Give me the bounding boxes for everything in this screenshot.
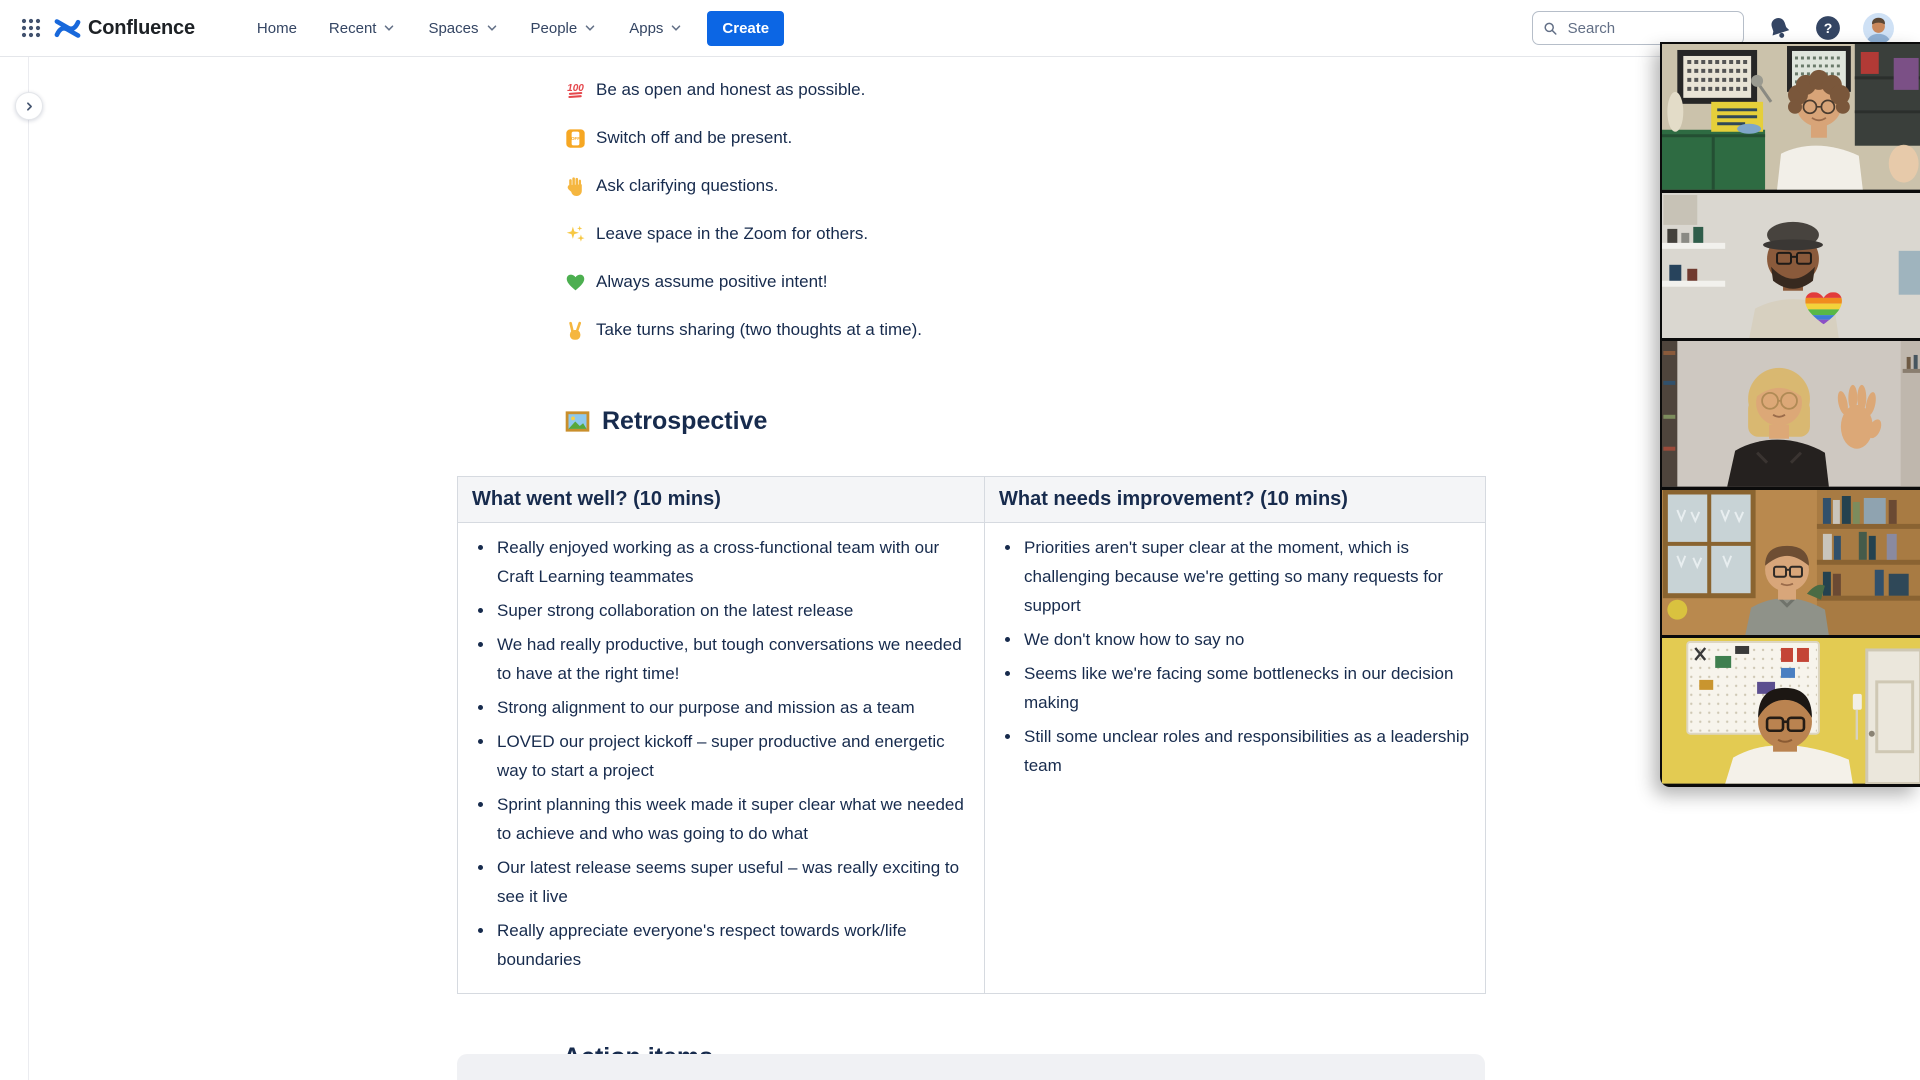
hundred-points-icon [565,80,586,101]
confluence-logo[interactable] [54,15,195,42]
needs-improvement-cell [985,523,1486,994]
help-icon [1815,15,1841,41]
svg-text:100: 100 [567,82,584,94]
guideline-item [565,270,922,294]
video-tile-participant-3[interactable] [1662,341,1920,487]
nav-item-label: Apps [629,19,664,37]
app-switcher-icon[interactable] [14,11,48,45]
went-well-item: • Super strong collaboration on the latest release [495,596,970,625]
notifications-button[interactable] [1766,15,1793,42]
search-icon [1543,20,1558,37]
brand-name: Confluence [88,16,195,39]
grid-icon [21,18,41,38]
nav-item-label: People [530,19,578,37]
went-well-item: • Strong alignment to our purpose and mission as a team [495,693,970,722]
guideline-item [565,126,922,150]
expand-sidebar-button[interactable] [15,92,43,120]
guideline-text: Leave space in the Zoom for others. [596,224,869,243]
nav-item-people[interactable] [521,13,608,44]
nav-item-home[interactable] [247,13,307,44]
retrospective-heading [564,407,767,436]
went-well-item: • Sprint planning this week made it super clear what we needed to achieve and who was going to do what [495,790,970,848]
nav-right-group [1532,11,1920,45]
needs-improvement-item: • Still some unclear roles and responsibilities as a leadership team [1022,722,1471,780]
chevron-right-icon [23,100,36,113]
guideline-item [565,174,922,198]
video-tile-participant-4[interactable] [1662,490,1920,636]
nav-item-label: Home [256,19,297,37]
avatar-icon [1863,13,1894,44]
went-well-item: • We had really productive, but tough conversations we needed to have at the right time! [495,630,970,688]
chevron-down-icon [485,21,499,35]
guideline-text: Switch off and be present. [596,128,793,147]
guideline-item [565,78,922,102]
nav-item-spaces[interactable] [418,13,508,44]
participant-5-video [1662,638,1920,784]
needs-improvement-item: • Seems like we're facing some bottlenecks in our decision making [1022,659,1471,717]
needs-improvement-item: • Priorities aren't super clear at the moment, which is challenging because we're getting so many requests for support [1022,533,1471,620]
needs-improvement-header: What needs improvement? (10 mins) [985,477,1486,523]
svg-text:?: ? [1823,19,1833,36]
green-heart-icon [565,272,586,293]
raised-hand-icon [565,176,586,197]
video-call-panel [1660,42,1920,787]
needs-improvement-item: • We don't know how to say no [1022,625,1471,654]
search-box[interactable] [1532,11,1744,45]
help-button[interactable] [1815,15,1841,41]
chevron-down-icon [583,21,597,35]
participant-2-video [1662,193,1920,339]
mobile-phone-off-icon [565,128,586,149]
guideline-text: Take turns sharing (two thoughts at a time). [596,320,922,339]
bell-icon [1766,15,1793,42]
guideline-text: Ask clarifying questions. [596,176,779,195]
profile-avatar[interactable] [1863,13,1894,44]
went-well-item: • LOVED our project kickoff – super productive and energetic way to start a project [495,727,970,785]
victory-hand-icon [565,320,586,341]
participant-4-video [1662,490,1920,636]
video-tile-participant-1[interactable] [1662,44,1920,190]
needs-improvement-list [997,533,1471,780]
chevron-down-icon [669,21,683,35]
main-menu [247,13,694,44]
nav-item-label: Spaces [428,19,479,37]
participant-3-video [1662,341,1920,487]
confluence-logo-icon [54,15,81,42]
guideline-text: Be as open and honest as possible. [596,80,866,99]
went-well-list [470,533,970,974]
video-tile-participant-2[interactable] [1662,193,1920,339]
framed-picture-icon [564,408,591,435]
retrospective-heading-text: Retrospective [602,406,768,435]
collapsed-sidebar-rail [0,56,29,1080]
guideline-text: Always assume positive intent! [596,272,828,291]
guideline-item [565,222,922,246]
nav-item-label: Recent [328,19,377,37]
went-well-item: • Our latest release seems super useful – was really exciting to see it live [495,853,970,911]
went-well-item: • Really enjoyed working as a cross-functional team with our Craft Learning teammates [495,533,970,591]
retrospective-table [457,476,1486,994]
went-well-cell [458,523,985,994]
action-items-panel-top [457,1054,1485,1080]
nav-item-apps[interactable] [619,13,693,44]
participant-1-video [1662,44,1920,190]
went-well-item: • Really appreciate everyone's respect towards work/life boundaries [495,916,970,974]
sparkles-icon [565,224,586,245]
search-input[interactable] [1566,19,1733,38]
chevron-down-icon [382,21,396,35]
top-navigation [0,0,1920,57]
guideline-item [565,318,922,342]
create-button[interactable]: Create [707,11,784,46]
video-tile-participant-5[interactable] [1662,638,1920,784]
meeting-guidelines-list [565,78,922,342]
went-well-header: What went well? (10 mins) [458,477,985,523]
svg-text:OFF: OFF [571,135,580,141]
nav-item-recent[interactable] [319,13,407,44]
